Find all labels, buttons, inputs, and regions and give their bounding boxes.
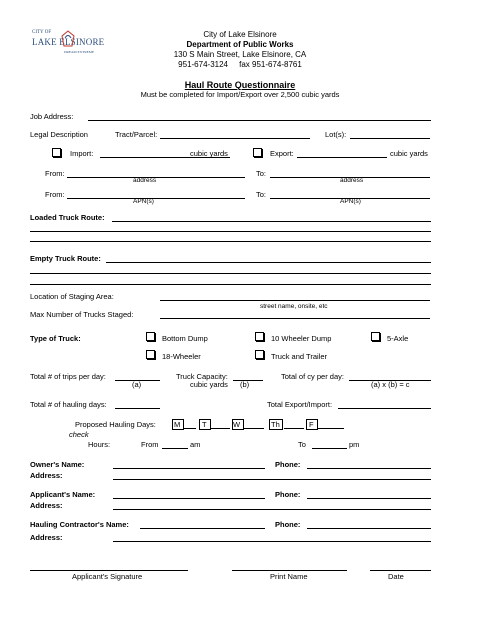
from-label-1: From: xyxy=(45,169,65,178)
to-label-1: To: xyxy=(256,169,267,178)
contractor-name-field[interactable] xyxy=(140,528,265,529)
formula-label: (a) x (b) = c xyxy=(371,380,410,389)
signature-field[interactable] xyxy=(30,570,188,571)
to-apn-hint: APN(s) xyxy=(340,198,361,205)
b-label: (b) xyxy=(240,380,250,389)
export-cubic-yards: cubic yards xyxy=(390,149,428,158)
hours-to-label: To xyxy=(298,440,306,449)
eighteen-wheeler-label: 18-Wheeler xyxy=(162,352,201,361)
logo-tag: DREAM EXTREME xyxy=(64,50,95,54)
proposed-days-label: Proposed Hauling Days: xyxy=(75,420,156,429)
day-th-line xyxy=(284,428,304,429)
export-label: Export: xyxy=(270,149,294,158)
print-name-label: Print Name xyxy=(270,572,308,581)
truck-trailer-checkbox[interactable] xyxy=(255,350,264,359)
owner-name-field[interactable] xyxy=(113,468,265,469)
from-apn-field[interactable] xyxy=(67,198,245,199)
five-axle-checkbox[interactable] xyxy=(371,332,380,341)
export-field[interactable] xyxy=(297,157,387,158)
applicant-name-label: Applicant's Name: xyxy=(30,490,96,499)
applicant-address-label: Address: xyxy=(30,501,63,510)
lots-field[interactable] xyxy=(350,138,430,139)
loaded-route-field-3[interactable] xyxy=(30,241,431,242)
pm-label: pm xyxy=(349,440,360,449)
tract-parcel-label: Tract/Parcel: xyxy=(115,130,158,139)
bottom-dump-label: Bottom Dump xyxy=(162,334,208,343)
applicant-address-field[interactable] xyxy=(113,509,431,510)
job-address-field[interactable] xyxy=(88,120,431,121)
contractor-address-label: Address: xyxy=(30,533,63,542)
job-address-label: Job Address: xyxy=(30,112,74,121)
loaded-route-label: Loaded Truck Route: xyxy=(30,213,105,222)
total-export-label: Total Export/Import: xyxy=(267,400,333,409)
import-checkbox[interactable] xyxy=(52,148,61,157)
form-subtitle: Must be completed for Import/Export over 2,500 cubic yards xyxy=(140,90,340,99)
hours-to-field[interactable] xyxy=(312,448,347,449)
to-label-2: To: xyxy=(256,190,267,199)
lots-label: Lot(s): xyxy=(325,130,347,139)
max-trucks-field[interactable] xyxy=(160,318,430,319)
loaded-route-field-2[interactable] xyxy=(30,231,431,232)
from-address-hint: address xyxy=(133,177,157,184)
tract-parcel-field[interactable] xyxy=(160,138,310,139)
header-city: City of Lake Elsinore xyxy=(203,30,277,39)
from-apn-hint: APN(s) xyxy=(133,198,154,205)
logo-name: LAKE ELSINORE xyxy=(32,37,105,47)
day-f-line xyxy=(318,428,344,429)
contractor-phone-label: Phone: xyxy=(275,520,301,529)
owner-name-label: Owner's Name: xyxy=(30,460,85,469)
day-t-label: T xyxy=(202,420,207,429)
ten-wheeler-label: 10 Wheeler Dump xyxy=(271,334,332,343)
print-name-field[interactable] xyxy=(232,570,347,571)
to-address-hint: address xyxy=(340,177,364,184)
header-dept: Department of Public Works xyxy=(186,40,294,49)
day-w-label: W xyxy=(233,420,241,429)
applicant-name-field[interactable] xyxy=(113,498,265,499)
ten-wheeler-checkbox[interactable] xyxy=(255,332,264,341)
hauling-days-field[interactable] xyxy=(115,408,160,409)
day-w-line xyxy=(244,428,264,429)
empty-route-field-3[interactable] xyxy=(30,284,431,285)
form-title: Haul Route Questionnaire xyxy=(184,80,296,90)
applicant-phone-field[interactable] xyxy=(307,498,431,499)
empty-route-field-1[interactable] xyxy=(106,262,431,263)
loaded-route-field-1[interactable] xyxy=(112,221,431,222)
hauling-days-label: Total # of hauling days: xyxy=(30,400,107,409)
from-label-2: From: xyxy=(45,190,65,199)
total-export-field[interactable] xyxy=(338,408,431,409)
owner-address-label: Address: xyxy=(30,471,63,480)
total-cy-label: Total of cy per day: xyxy=(281,372,344,381)
import-label: Import: xyxy=(70,149,94,158)
bottom-dump-checkbox[interactable] xyxy=(146,332,155,341)
date-label: Date xyxy=(388,572,404,581)
empty-route-label: Empty Truck Route: xyxy=(30,254,101,263)
export-checkbox[interactable] xyxy=(253,148,262,157)
import-cubic-yards: cubic yards xyxy=(190,149,228,158)
am-label: am xyxy=(190,440,201,449)
empty-route-field-2[interactable] xyxy=(30,273,431,274)
contractor-phone-field[interactable] xyxy=(307,528,431,529)
a-label: (a) xyxy=(132,380,142,389)
eighteen-wheeler-checkbox[interactable] xyxy=(146,350,155,359)
staging-field[interactable] xyxy=(160,300,430,301)
trips-per-day-label: Total # of trips per day: xyxy=(30,372,106,381)
header-address: 130 S Main Street, Lake Elsinore, CA xyxy=(173,50,307,59)
day-t-line xyxy=(210,428,230,429)
day-m-line xyxy=(184,428,196,429)
day-m-label: M xyxy=(174,420,181,429)
contractor-address-field[interactable] xyxy=(113,541,431,542)
hours-from-field[interactable] xyxy=(162,448,188,449)
day-th-label: Th xyxy=(271,420,280,429)
owner-phone-field[interactable] xyxy=(307,468,431,469)
five-axle-label: 5-Axle xyxy=(387,334,409,343)
check-hint: check xyxy=(69,430,89,439)
hours-label: Hours: xyxy=(88,440,111,449)
truck-capacity-label: Truck Capacity: xyxy=(176,372,228,381)
logo-top: CITY OF xyxy=(32,30,52,35)
owner-address-field[interactable] xyxy=(113,479,431,480)
truck-trailer-label: Truck and Trailer xyxy=(271,352,327,361)
day-f-label: F xyxy=(309,420,314,429)
type-truck-label: Type of Truck: xyxy=(30,334,81,343)
contractor-name-label: Hauling Contractor's Name: xyxy=(30,520,129,529)
staging-hint: street name, onsite, etc xyxy=(260,303,328,310)
applicant-phone-label: Phone: xyxy=(275,490,301,499)
hours-from-label: From xyxy=(141,440,159,449)
capacity-cubic-yards: cubic yards xyxy=(190,380,228,389)
staging-label: Location of Staging Area: xyxy=(30,292,114,301)
signature-label: Applicant's Signature xyxy=(72,572,143,581)
max-trucks-label: Max Number of Trucks Staged: xyxy=(30,310,134,319)
legal-description-label: Legal Description xyxy=(30,130,88,139)
owner-phone-label: Phone: xyxy=(275,460,301,469)
date-field[interactable] xyxy=(370,570,431,571)
header-phone: 951-674-3124 fax 951-674-8761 xyxy=(178,60,302,69)
